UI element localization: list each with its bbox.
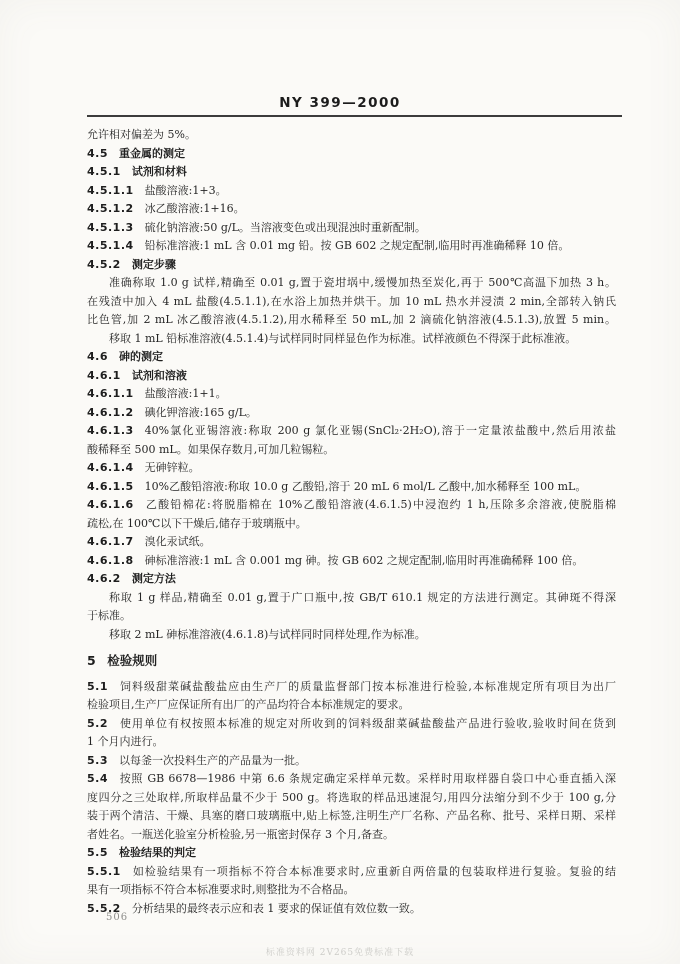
clause-text: 试剂和材料 — [131, 165, 187, 178]
standard-code-header — [0, 0, 680, 111]
clause-line — [87, 237, 616, 256]
text-line — [87, 589, 616, 608]
clause-number: 4.5.1.2 — [87, 202, 134, 215]
clause-text: 无砷锌粒。 — [144, 461, 200, 474]
clause-line — [87, 163, 616, 182]
clause-line — [87, 752, 616, 771]
clause-text: 果有一项指标不符合本标准要求时,则整批为不合格品。 — [87, 883, 355, 896]
text-line — [87, 626, 616, 645]
clause-text: 盐酸溶液:1+1。 — [144, 387, 227, 400]
clause-line — [87, 219, 616, 238]
clause-line — [87, 478, 616, 497]
clause-text: 砷标准溶液:1 mL 含 0.001 mg 砷。按 GB 602 之规定配制,临用时再准确稀释 100 倍。 — [144, 553, 584, 567]
clause-line — [87, 570, 616, 589]
clause-text: 测定步骤 — [131, 257, 176, 271]
clause-text: 1 个月内进行。 — [87, 735, 164, 748]
clause-number: 4.6.1.2 — [87, 405, 134, 419]
clause-line — [87, 715, 616, 734]
clause-line — [87, 678, 616, 697]
clause-number: 4.6.1.5 — [87, 479, 134, 493]
clause-line — [87, 182, 616, 201]
clause-text: 使用单位有权按照本标准的规定对所收到的饲料级甜菜碱盐酸盐产品进行验收,验收时间在货到 — [119, 716, 616, 730]
header-rule — [87, 115, 622, 117]
clause-number: 4.6.1.8 — [87, 553, 134, 567]
clause-number: 4.5.2 — [87, 257, 121, 271]
text-line — [87, 441, 616, 460]
clause-line — [87, 459, 616, 478]
clause-text: 检验结果的判定 — [119, 846, 196, 859]
clause-text: 称取 1 g 样品,精确至 0.01 g,置于广口瓶中,按 GB/T 610.1 规定的方法进行测定。其砷斑不得深 — [109, 590, 616, 604]
clause-text: 砷的测定 — [119, 350, 163, 363]
clause-number: 5 — [87, 653, 97, 668]
clause-number: 4.6 — [87, 350, 108, 363]
clause-text: 检验规则 — [107, 653, 158, 668]
clause-text: 移取 1 mL 铅标准溶液(4.5.1.4)与试样同时同样显色作为标准。试样液颜色不得深于此标准液。 — [109, 331, 577, 345]
clause-text: 装于两个清洁、干燥、具塞的磨口玻璃瓶中,贴上标签,注明生产厂名称、产品名称、批号、采样日期、采样 — [87, 809, 616, 822]
text-line — [87, 126, 616, 145]
clause-number: 4.6.1.1 — [87, 387, 134, 400]
clause-number: 5.4 — [87, 772, 108, 785]
clause-line — [87, 533, 616, 552]
clause-text: 10%乙酸铅溶液:称取 10.0 g 乙酸铅,溶于 20 mL 6 mol/L 乙酸中,加水稀释至 100 mL。 — [144, 479, 587, 493]
page-number: 506 — [106, 912, 129, 923]
clause-text: 以每釜一次投料生产的产品量为一批。 — [119, 753, 306, 767]
clause-text: 移取 2 mL 砷标准溶液(4.6.1.8)与试样同时同样处理,作为标准。 — [109, 627, 426, 641]
clause-line — [87, 900, 616, 919]
watermark-text: 标准资料网 2V265免费标准下载 — [265, 948, 415, 958]
clause-text: 在残渣中加入 4 mL 盐酸(4.5.1.1),在水浴上加热并烘干。加 10 mL 热水并浸渍 2 min,全部转入钠氏 — [87, 294, 616, 308]
clause-text: 铅标准溶液:1 mL 含 0.01 mg 铅。按 GB 602 之规定配制,临用时再准确稀释 10 倍。 — [144, 239, 570, 252]
clause-text: 允许相对偏差为 5%。 — [87, 128, 196, 141]
clause-number: 5.1 — [87, 679, 108, 693]
clause-number: 4.6.1.4 — [87, 461, 134, 474]
clause-number: 5.5.2 — [87, 901, 121, 915]
clause-text: 按照 GB 6678—1986 中第 6.6 条规定确定采样单元数。采样时用取样器自袋口中心垂直插入深 — [119, 772, 616, 785]
clause-number: 4.6.1.7 — [87, 535, 134, 548]
text-line — [87, 274, 616, 293]
clause-text: 冰乙酸溶液:1+16。 — [144, 202, 245, 215]
clause-text: 乙酸铅棉花:将脱脂棉在 10%乙酸铅溶液(4.6.1.5)中浸泡约 1 h,压除多余溶液,使脱脂棉 — [144, 498, 616, 511]
clause-text: 酸稀释至 500 mL。如果保存数月,可加几粒锡粒。 — [87, 442, 335, 456]
clause-text: 测定方法 — [131, 572, 176, 585]
text-line — [87, 733, 616, 752]
clause-number: 4.6.1.6 — [87, 498, 134, 511]
clause-text: 比色管,加 2 mL 冰乙酸溶液(4.5.1.2),用水稀释至 50 mL,加 2 滴硫化钠溶液(4.5.1.3),放置 5 min。 — [87, 313, 616, 326]
clause-text: 疏松,在 100℃以下干燥后,储存于玻璃瓶中。 — [87, 516, 307, 530]
clause-text: 度四分之三处取样,所取样品量不少于 500 g。将选取的样品迅速混匀,用四分法缩分到不少于 100 g,分 — [87, 790, 616, 804]
clause-text: 准确称取 1.0 g 试样,精确至 0.01 g,置于瓷坩埚中,缓慢加热至炭化,再于 500℃高温下加热 3 h。 — [109, 276, 616, 289]
clause-text: 于标准。 — [87, 609, 131, 622]
clause-text: 检验项目,生产厂应保证所有出厂的产品均符合本标准规定的要求。 — [87, 698, 410, 711]
clause-text: 分析结果的最终表示应和表 1 要求的保证值有效位数一致。 — [131, 901, 421, 915]
clause-line — [87, 385, 616, 404]
clause-number: 4.6.2 — [87, 572, 121, 585]
standard-code: NY 399—2000 — [279, 95, 401, 111]
clause-number: 5.5 — [87, 846, 108, 859]
clause-line — [87, 863, 616, 882]
text-line — [87, 330, 616, 349]
clause-line — [87, 367, 616, 386]
text-line — [87, 515, 616, 534]
text-line — [87, 293, 616, 312]
clause-number: 4.5.1.3 — [87, 220, 134, 234]
clause-line — [87, 256, 616, 275]
clause-number: 4.6.1.3 — [87, 424, 134, 437]
clause-line — [87, 404, 616, 423]
clause-text: 溴化汞试纸。 — [144, 535, 211, 548]
clause-line — [87, 200, 616, 219]
clause-line — [87, 145, 616, 164]
text-line — [87, 607, 616, 626]
clause-text: 者姓名。一瓶送化验室分析检验,另一瓶密封保存 3 个月,备查。 — [87, 827, 394, 841]
text-line — [87, 881, 616, 900]
clause-number: 4.5.1.4 — [87, 239, 134, 252]
clause-number: 5.5.1 — [87, 864, 121, 878]
clause-line — [87, 552, 616, 571]
clause-line — [87, 496, 616, 515]
clause-text: 40%氯化亚锡溶液:称取 200 g 氯化亚锡(SnCl₂·2H₂O),溶于一定量浓盐酸中,然后用浓盐 — [144, 424, 616, 437]
clause-text: 硫化钠溶液:50 g/L。当溶液变色或出现混浊时重新配制。 — [144, 220, 426, 234]
clause-text: 盐酸溶液:1+3。 — [144, 183, 227, 197]
clause-number: 5.2 — [87, 716, 108, 730]
text-line — [87, 311, 616, 330]
text-line — [87, 696, 616, 715]
document-body — [87, 126, 616, 918]
clause-line — [87, 844, 616, 863]
clause-text: 试剂和溶液 — [131, 368, 187, 382]
clause-line — [87, 770, 616, 789]
clause-number: 5.3 — [87, 753, 108, 767]
text-line — [87, 826, 616, 845]
text-line — [87, 789, 616, 808]
clause-line — [87, 652, 616, 671]
clause-text: 碘化钾溶液:165 g/L。 — [144, 405, 257, 419]
text-line — [87, 807, 616, 826]
clause-line — [87, 348, 616, 367]
clause-line — [87, 422, 616, 441]
clause-number: 4.6.1 — [87, 368, 121, 382]
clause-number: 4.5.1.1 — [87, 183, 134, 197]
clause-number: 4.5.1 — [87, 165, 121, 178]
clause-text: 重金属的测定 — [119, 146, 185, 160]
clause-number: 4.5 — [87, 146, 108, 160]
clause-text: 饲料级甜菜碱盐酸盐应由生产厂的质量监督部门按本标准进行检验,本标准规定所有项目为出厂 — [119, 679, 616, 693]
clause-text: 如检验结果有一项指标不符合本标准要求时,应重新自两倍量的包装取样进行复验。复验的结 — [131, 864, 616, 878]
